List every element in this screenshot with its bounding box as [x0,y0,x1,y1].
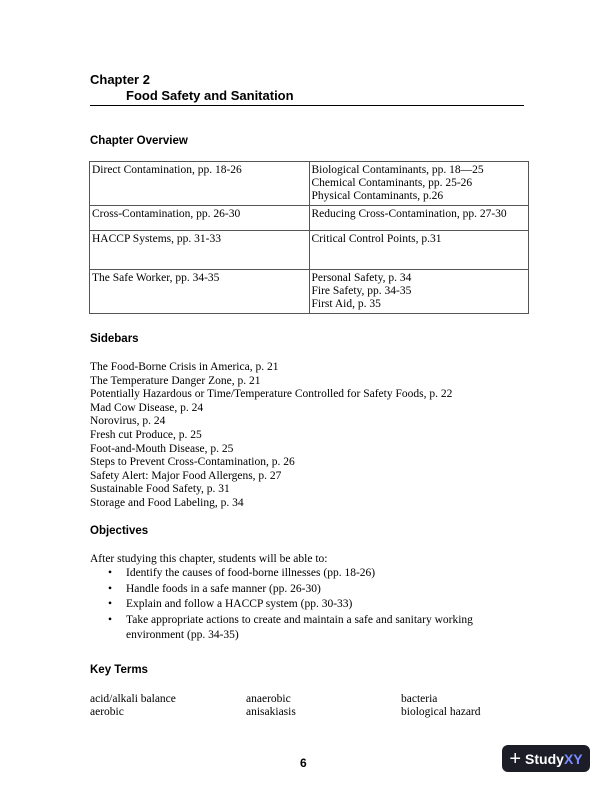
table-row [90,162,529,206]
list-item: Steps to Prevent Cross-Contamination, p. 26 [90,456,295,469]
table-row [90,206,529,231]
list-item: The Food-Borne Crisis in America, p. 21 [90,361,279,373]
key-term: acid/alkali balance [90,693,176,705]
chapter-label: Chapter 2 [90,72,150,87]
list-item: Foot-and-Mouth Disease, p. 25 [90,442,234,455]
page-number: 6 [300,756,307,770]
list-item: Safety Alert: Major Food Allergens, p. 27 [90,469,282,482]
list-item: The Temperature Danger Zone, p. 21 [90,374,261,387]
key-term: aerobic [90,706,124,719]
list-item: • Take appropriate actions to create and maintain a safe and sanitary working environment (pp. 34-35) [108,613,473,641]
bullet-icon: • [108,598,113,610]
studyxy-badge[interactable] [502,745,590,772]
sidebars-heading: Sidebars [90,333,139,345]
overview-topic: The Safe Worker, pp. 34-35 [90,270,310,314]
badge-text: Study [525,750,564,767]
list-item: Potentially Hazardous or Time/Temperature Controlled for Safety Foods, p. 22 [90,388,453,401]
bullet-icon: • [108,613,113,626]
list-item: • Explain and follow a HACCP system (pp. 30-33) [106,597,516,613]
sidebars-list [90,361,452,511]
list-item: • Handle foods in a safe manner (pp. 26-30) [106,582,516,598]
overview-subtopics: Biological Contaminants, pp. 18—25 Chemical Contaminants, pp. 25-26 Physical Contaminants, p.26 [309,162,529,206]
objectives-intro: After studying this chapter, students will be able to: [90,553,328,565]
objectives-heading: Objectives [90,525,149,537]
bullet-icon: • [108,582,113,595]
list-item: • Identify the causes of food-borne illnesses (pp. 18-26) [106,566,516,582]
chapter-title: Food Safety and Sanitation [126,88,294,103]
list-item: Norovirus, p. 24 [90,415,166,428]
key-terms-column-3 [401,693,481,720]
overview-subtopics: Reducing Cross-Contamination, pp. 27-30 [309,206,529,231]
key-term: bacteria [401,693,438,705]
list-item: Sustainable Food Safety, p. 31 [90,483,230,496]
key-term: biological hazard [401,706,481,719]
list-item: Mad Cow Disease, p. 24 [90,401,204,414]
table-row [90,270,529,314]
key-term: anaerobic [246,693,291,705]
table-row [90,231,529,270]
overview-topic: Direct Contamination, pp. 18-26 [90,162,310,206]
list-item: Fresh cut Produce, p. 25 [90,428,202,441]
title-rule [90,105,524,106]
key-term: anisakiasis [246,706,296,719]
overview-heading: Chapter Overview [90,135,188,147]
overview-topic: HACCP Systems, pp. 31-33 [90,231,310,270]
key-terms-column-1 [90,693,176,720]
key-terms-column-2 [246,693,296,720]
overview-table [89,161,529,314]
list-item: Storage and Food Labeling, p. 34 [90,496,244,509]
overview-subtopics: Personal Safety, p. 34 Fire Safety, pp. 34-35 First Aid, p. 35 [309,270,529,314]
overview-topic: Cross-Contamination, pp. 26-30 [90,206,310,231]
badge-accent: XY [563,750,583,767]
bullet-icon: • [108,567,113,579]
objectives-list [106,566,516,644]
plus-icon: + [509,747,522,770]
overview-subtopics: Critical Control Points, p.31 [309,231,529,270]
key-terms-heading: Key Terms [90,664,148,676]
